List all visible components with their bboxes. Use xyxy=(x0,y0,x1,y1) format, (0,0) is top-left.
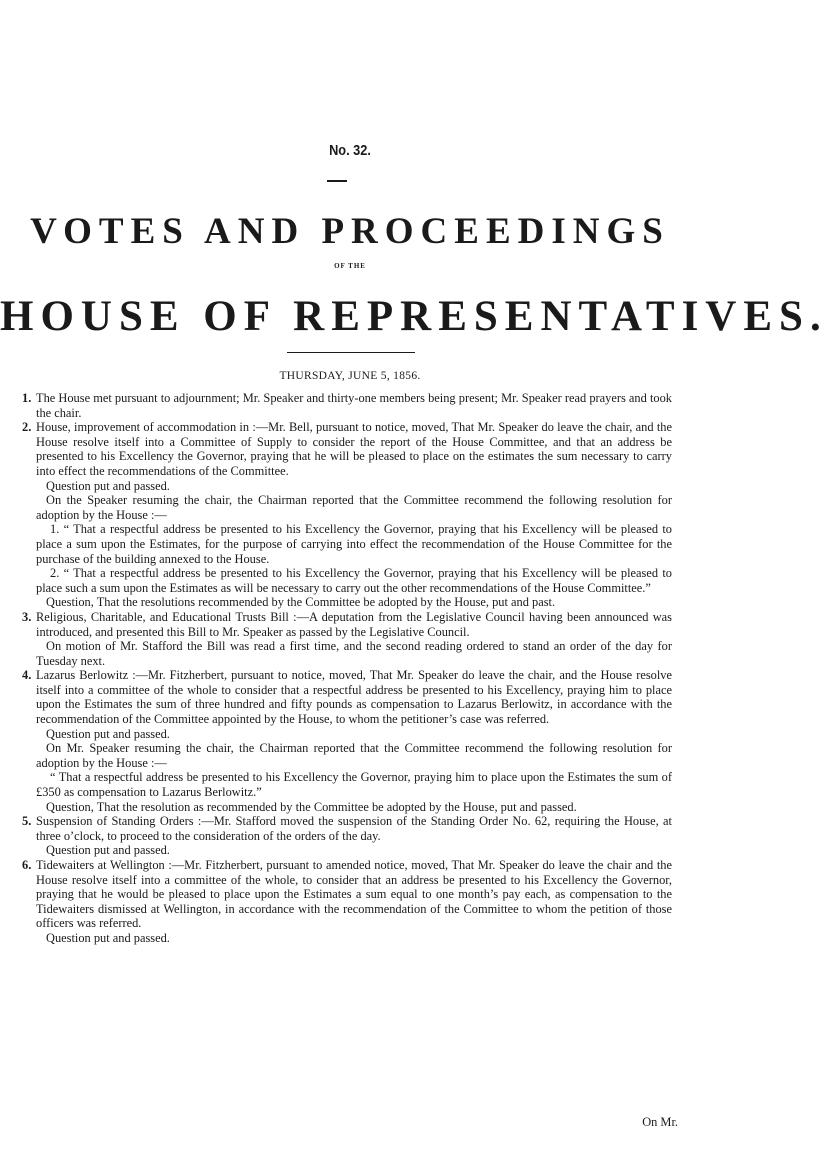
item-number: 5. xyxy=(22,814,32,829)
item-number: 6. xyxy=(22,858,32,872)
item-paragraph: Question put and passed. xyxy=(46,930,170,945)
catchword: On Mr. xyxy=(642,1115,678,1129)
proceedings-body xyxy=(22,391,672,946)
title-of-the: OF THE xyxy=(334,262,366,270)
item-paragraph: Religious, Charitable, and Educational Trusts Bill :—A deputation from the Legislative Council having been announced was introduced, and presented this Bill to Mr. Speaker as passed by the Legislative Council. xyxy=(36,609,672,639)
item-paragraph: Suspension of Standing Orders :—Mr. Stafford moved the suspension of the Standing Order No. 62, requiring the House, at three o’clock, to proceed to the consideration of the orders of the day. xyxy=(36,814,672,843)
short-rule xyxy=(327,180,347,182)
item-paragraph: On the Speaker resuming the chair, the Chairman reported that the Committee recommend the following resolution for adoption by the House :— xyxy=(36,493,672,522)
proceeding-item xyxy=(22,391,672,420)
item-paragraph: The House met pursuant to adjournment; Mr. Speaker and thirty-one members being present; Mr. Speaker read prayers and took the chair. xyxy=(36,391,672,420)
item-number: 3. xyxy=(22,609,32,624)
proceeding-item xyxy=(22,814,672,858)
proceeding-item xyxy=(22,858,672,946)
proceeding-item xyxy=(22,610,672,668)
title-house-of-representatives: HOUSE OF REPRESENTATIVES. xyxy=(0,293,828,340)
item-paragraph: 2. “ That a respectful address be presented to his Excellency the Governor, praying that his Excellency will be pleased to place such a sum upon the Estimates as will be necessary to carry out the other recommendations of the House Committee.” xyxy=(36,566,672,595)
item-paragraph: Tidewaiters at Wellington :—Mr. Fitzherbert, pursuant to amended notice, moved, That Mr. Speaker do leave the chair and the House resolve itself into a committee of the whole, to consider that an address be presented to his Excellency the Governor, praying that he would be pleased to place upon the Estimates a sum equal to one month’s pay each, as compensation to the Tidewaiters dismissed at Wellington, in accordance with the recommendation of the Committee to whom the petition of those officers was referred. xyxy=(36,858,672,931)
item-paragraph: “ That a respectful address be presented to his Excellency the Governor, praying him to place upon the Estimates the sum of £350 as compensation to Lazarus Berlowitz.” xyxy=(36,770,672,800)
item-paragraph: On motion of Mr. Stafford the Bill was read a first time, and the second reading ordered to stand an order of the day for Tuesday next. xyxy=(36,639,672,668)
item-paragraph: Lazarus Berlowitz :—Mr. Fitzherbert, pursuant to notice, moved, That Mr. Speaker do leave the chair, and the House resolve itself into a committee of the whole to consider that a respectful address be presented to his Excellency, praying him to place upon the Estimates the sum of three hundred and fifty pounds as compensation to Lazarus Berlowitz, in accordance with the recommendation of the Committee appointed by the House, to whom the petitioner’s case was referred. xyxy=(36,668,672,727)
item-paragraph: 1. “ That a respectful address be presented to his Excellency the Governor, praying that his Excellency will be pleased to place a sum upon the Estimates, for the purpose of carrying into effect the recommendation of the House Committee for the purchase of the building annexed to the House. xyxy=(36,522,672,566)
title-votes-and-proceedings: VOTES AND PROCEEDINGS xyxy=(30,211,670,252)
item-paragraph: On Mr. Speaker resuming the chair, the Chairman reported that the Committee recommend the following resolution for adoption by the House :— xyxy=(36,741,672,770)
item-number: 1. xyxy=(22,391,32,405)
proceeding-item xyxy=(22,668,672,814)
title-rule xyxy=(287,352,415,353)
item-number: 2. xyxy=(22,420,32,435)
item-paragraph: Question put and passed. xyxy=(46,843,170,858)
item-paragraph: House, improvement of accommodation in :—Mr. Bell, pursuant to notice, moved, That Mr. Speaker do leave the chair, and the House resolve itself into a Committee of Supply to consider the report of the House Committee, and that an address be presented to his Excellency the Governor, praying that he will be pleased to place on the estimates the sum necessary to carry into effect the recommendations of the Committee. xyxy=(36,420,672,478)
item-paragraph: Question, That the resolution as recommended by the Committee be adopted by the House, put and passed. xyxy=(46,799,577,814)
item-paragraph: Question put and passed. xyxy=(46,478,170,493)
item-paragraph: Question, That the resolutions recommended by the Committee be adopted by the House, put and past. xyxy=(46,595,556,610)
issue-number: No. 32. xyxy=(329,142,371,159)
sitting-date: THURSDAY, JUNE 5, 1856. xyxy=(279,370,421,382)
item-paragraph: Question put and passed. xyxy=(46,726,170,741)
proceeding-item xyxy=(22,420,672,610)
item-number: 4. xyxy=(22,668,32,683)
